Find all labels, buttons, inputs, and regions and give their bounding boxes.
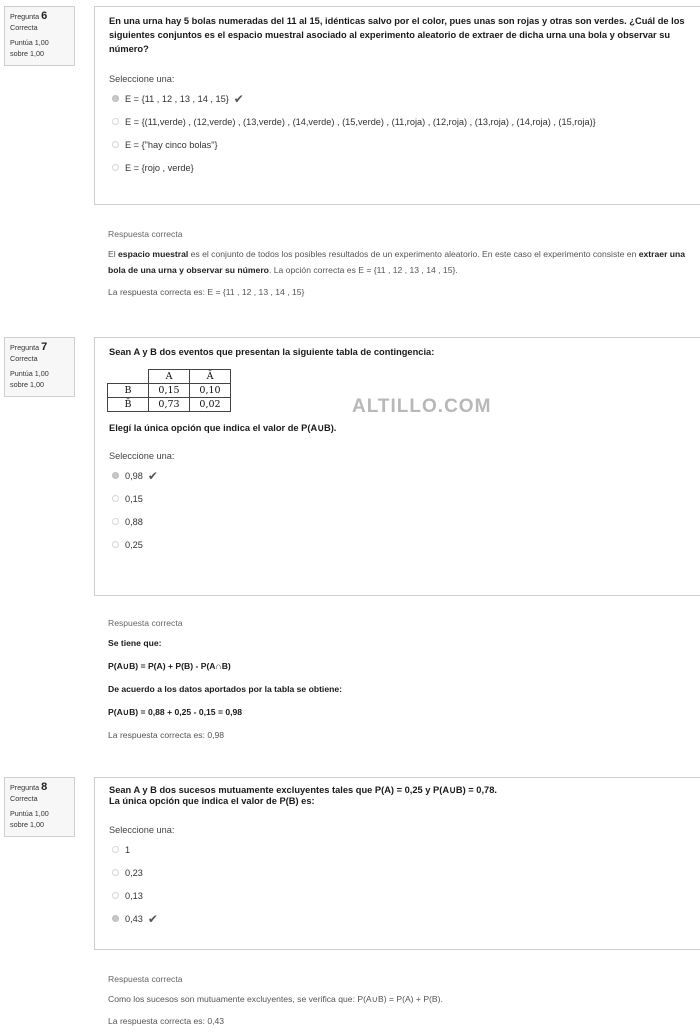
answer-option[interactable]: 0,43 ✔	[109, 907, 690, 930]
watermark: ALTILLO.COM	[352, 396, 492, 417]
question-state: Correcta	[10, 794, 38, 803]
feedback-line: De acuerdo a los datos aportados por la tabla se obtiene:	[108, 684, 342, 694]
question-grade: Puntúa 1,00	[10, 369, 49, 378]
question-box-6	[94, 6, 700, 205]
table-cell: 0,15	[149, 384, 190, 398]
question-max-grade: sobre 1,00	[10, 380, 44, 389]
feedback-7	[108, 615, 693, 743]
radio-button[interactable]	[112, 541, 119, 548]
checkmark-icon: ✔	[233, 91, 244, 106]
question-label: Pregunta	[10, 783, 40, 792]
feedback-formula: P(A∪B) = P(A) + P(B) - P(A∩B)	[108, 661, 231, 671]
table-cell: 0,73	[149, 398, 190, 412]
feedback-line: Se tiene que:	[108, 638, 162, 648]
feedback-8	[108, 971, 693, 1029]
answer-option[interactable]: E = {11 , 12 , 13 , 14 , 15} ✔	[109, 87, 690, 110]
question-info-7	[4, 337, 75, 397]
answer-option[interactable]: E = {"hay cinco bolas"}	[109, 133, 690, 156]
question-text: Sean A y B dos sucesos mutuamente excluyentes tales que P(A) = 0,25 y P(A∪B) = 0,78.	[109, 785, 497, 795]
feedback-status: Respuesta correcta	[108, 974, 183, 984]
question-grade: Puntúa 1,00	[10, 809, 49, 818]
answer-option[interactable]: E = {(11,verde) , (12,verde) , (13,verde) , (14,verde) , (15,verde) , (11,roja) , (12,roja) , (13,roja) , (14,roja) , (15,roja)}	[109, 110, 690, 133]
radio-button[interactable]	[112, 915, 119, 922]
radio-button[interactable]	[112, 518, 119, 525]
radio-button[interactable]	[112, 869, 119, 876]
question-max-grade: sobre 1,00	[10, 820, 44, 829]
question-grade: Puntúa 1,00	[10, 38, 49, 47]
select-prompt: Seleccione una:	[109, 825, 175, 835]
radio-button[interactable]	[112, 846, 119, 853]
radio-button[interactable]	[112, 95, 119, 102]
radio-button[interactable]	[112, 164, 119, 171]
radio-button[interactable]	[112, 141, 119, 148]
right-answer: La respuesta correcta es: E = {11 , 12 , 13 , 14 , 15}	[108, 287, 305, 297]
answer-option[interactable]: 0,98 ✔	[109, 464, 690, 487]
answer-option[interactable]: 0,88	[109, 510, 690, 533]
table-header: Ā	[190, 370, 231, 384]
answer-option[interactable]: 0,25	[109, 533, 690, 556]
feedback-status: Respuesta correcta	[108, 229, 183, 239]
checkmark-icon: ✔	[147, 911, 158, 926]
contingency-table	[107, 369, 231, 412]
question-text: En una urna hay 5 bolas numeradas del 11 al 15, idénticas salvo por el color, pues unas son rojas y otras son verdes. ¿Cuál de los siguientes conjuntos es el espacio muestral asociado al experimento aleatorio de extraer de dicha urna una bola y observar su número?	[109, 16, 685, 54]
question-info-6	[4, 6, 75, 66]
radio-button[interactable]	[112, 472, 119, 479]
question-text: Sean A y B dos eventos que presentan la siguiente tabla de contingencia:	[109, 347, 435, 357]
right-answer: La respuesta correcta es: 0,43	[108, 1016, 225, 1026]
question-number: 7	[41, 341, 48, 353]
question-number: 6	[41, 10, 48, 22]
answer-option[interactable]: 0,15	[109, 487, 690, 510]
question-label: Pregunta	[10, 343, 40, 352]
general-feedback: Como los sucesos son mutuamente excluyentes, se verifica que: P(A∪B) = P(A) + P(B).	[108, 994, 443, 1004]
table-header: A	[149, 370, 190, 384]
radio-button[interactable]	[112, 118, 119, 125]
feedback-status: Respuesta correcta	[108, 618, 183, 628]
question-box-7	[94, 337, 700, 596]
checkmark-icon: ✔	[147, 468, 158, 483]
answer-option[interactable]: 1	[109, 838, 690, 861]
table-row-header: B	[108, 384, 149, 398]
question-subtext: Elegí la única opción que indica el valor de P(A∪B).	[109, 423, 337, 433]
table-row-header: B̄	[108, 398, 149, 412]
select-prompt: Seleccione una:	[109, 74, 175, 84]
question-subtext: La única opción que indica el valor de P(B) es:	[109, 796, 315, 806]
select-prompt: Seleccione una:	[109, 451, 175, 461]
answer-option[interactable]: E = {rojo , verde}	[109, 156, 690, 179]
right-answer: La respuesta correcta es: 0,98	[108, 730, 225, 740]
question-state: Correcta	[10, 354, 38, 363]
question-label: Pregunta	[10, 12, 40, 21]
feedback-6	[108, 226, 693, 300]
table-cell: 0,02	[190, 398, 231, 412]
question-state: Correcta	[10, 23, 38, 32]
general-feedback: El espacio muestral es el conjunto de todos los posibles resultados de un experimento aleatorio. En este caso el experimento consiste en extraer una bola de una urna y observar su número. La opción correcta es E = {11 , 12 , 13 , 14 , 15}.	[108, 249, 686, 275]
table-cell: 0,10	[190, 384, 231, 398]
answer-option[interactable]: 0,23	[109, 861, 690, 884]
radio-button[interactable]	[112, 892, 119, 899]
radio-button[interactable]	[112, 495, 119, 502]
feedback-formula: P(A∪B) = 0,88 + 0,25 - 0,15 = 0,98	[108, 707, 243, 717]
question-box-8	[94, 777, 700, 950]
answer-option[interactable]: 0,13	[109, 884, 690, 907]
question-number: 8	[41, 781, 48, 793]
question-info-8	[4, 777, 75, 837]
question-max-grade: sobre 1,00	[10, 49, 44, 58]
